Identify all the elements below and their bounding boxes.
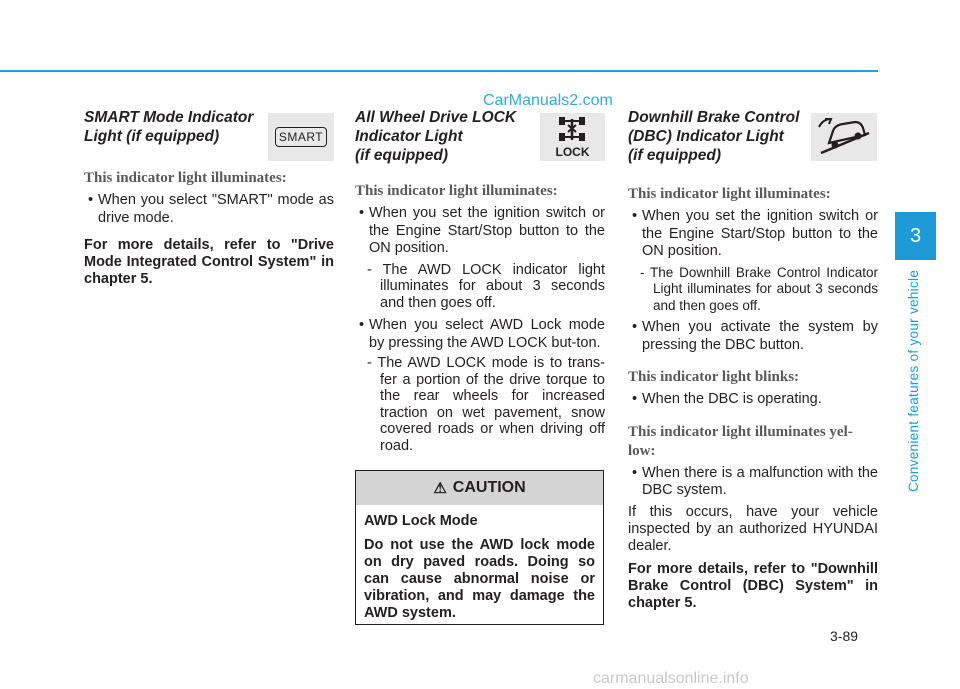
dbc-subhead-yellow: This indicator light illuminates yel-low: — [628, 423, 853, 459]
smart-heading: SMART Mode Indicator Light (if equipped) — [84, 109, 254, 145]
awd-heading: All Wheel Drive LOCK Indicator Light (if equipped) — [355, 109, 517, 164]
smart-subhead: This indicator light illuminates: — [84, 170, 287, 186]
list-subitem: - The AWD LOCK indicator light illuminates for about 3 seconds and then goes off. — [367, 261, 605, 311]
list-item: • When you select "SMART" mode as drive mode. — [84, 192, 334, 227]
watermark-top: CarManuals2.com — [483, 92, 613, 109]
dbc-note: For more details, refer to "Downhill Brake Control (DBC) System" in chapter 5. — [628, 560, 878, 611]
smart-note: For more details, refer to "Drive Mode Integrated Control System" in chapter 5. — [84, 237, 334, 287]
list-item: • When you select AWD Lock mode by pressing the AWD LOCK but-ton. — [355, 317, 605, 352]
list-item: • When the DBC is operating. — [628, 391, 878, 409]
list-subitem: - The Downhill Brake Control Indicator Light illuminates for about 3 seconds and then goes off. — [640, 264, 878, 313]
chapter-title-vertical — [904, 270, 928, 495]
dbc-paragraph: If this occurs, have your vehicle inspected by an authorized HYUNDAI dealer. — [628, 503, 878, 554]
caution-text: Do not use the AWD lock mode on dry paved roads. Doing so can cause abnormal noise or vibration, and may damage the AWD system. — [364, 537, 595, 621]
downhill-car-icon — [811, 113, 877, 161]
list-item: • When you set the ignition switch or the Engine Start/Stop button to the ON position. — [628, 208, 878, 261]
list-item: • When you set the ignition switch or the Engine Start/Stop button to the ON position. — [355, 205, 605, 258]
smart-icon-frame: SMART — [275, 127, 327, 147]
dbc-subhead-illuminates: This indicator light illuminates: — [628, 186, 831, 202]
header-rule — [0, 70, 878, 72]
chapter-tab — [895, 212, 936, 260]
caution-body — [356, 505, 603, 622]
list-subitem: - The AWD LOCK mode is to trans-fer a portion of the drive torque to the rear wheels for increased traction on wet pavement, snow covered roads or when driving off road. — [367, 355, 605, 454]
column-dbc — [628, 108, 878, 612]
list-item: • When there is a malfunction with the DBC system. — [628, 465, 878, 500]
awd-subhead: This indicator light illuminates: — [355, 183, 558, 199]
warning-triangle-icon: ⚠ — [433, 480, 447, 497]
caution-header — [356, 471, 603, 505]
smart-indicator-icon — [268, 113, 334, 161]
watermark-bottom: carmanualsonline.info — [593, 670, 749, 687]
caution-subtitle: AWD Lock Mode — [364, 513, 478, 529]
caution-title: CAUTION — [452, 479, 526, 496]
list-item: • When you activate the system by pressing the DBC button. — [628, 319, 878, 354]
lock-icon-label: LOCK — [555, 145, 590, 159]
page-number: 3-89 — [830, 628, 859, 644]
dbc-subhead-blinks: This indicator light blinks: — [628, 369, 800, 385]
caution-box — [355, 470, 604, 625]
dbc-indicator-icon — [811, 113, 877, 161]
dbc-heading: Downhill Brake Control (DBC) Indicator Light (if equipped) — [628, 109, 800, 164]
awd-lock-indicator-icon — [540, 113, 605, 161]
chapter-number: 3 — [909, 224, 922, 247]
chapter-title: Convenient features of your vehicle — [906, 269, 921, 492]
